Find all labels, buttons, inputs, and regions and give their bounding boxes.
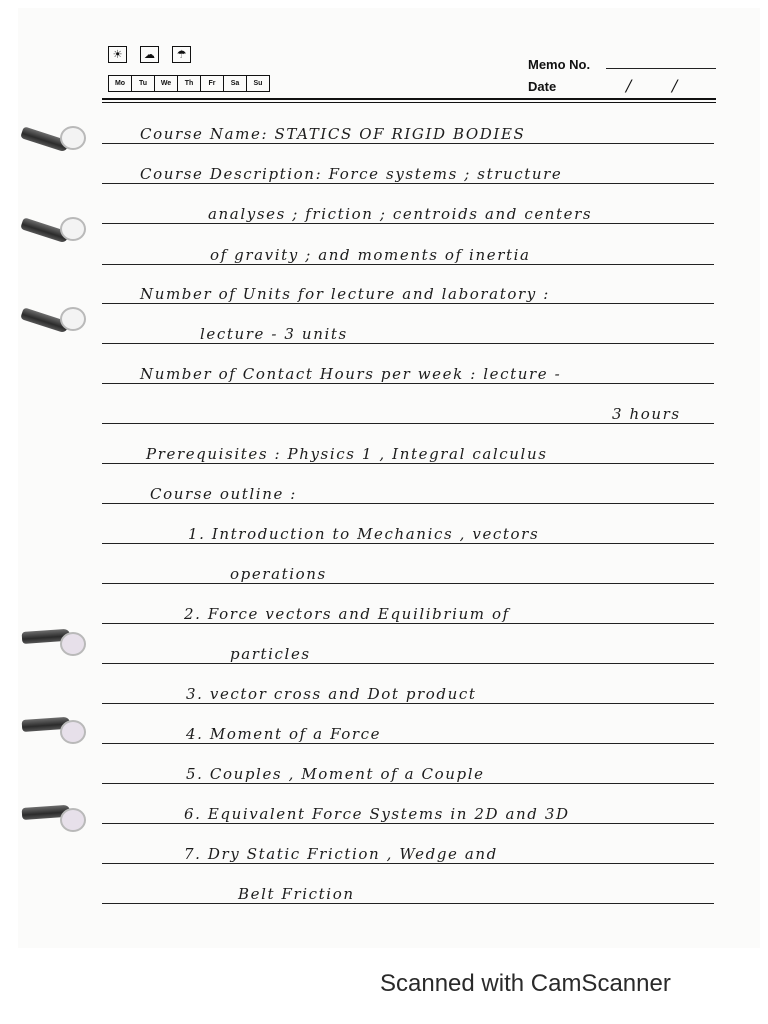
course-name-line: Course Name: STATICS OF RIGID BODIES xyxy=(140,125,526,143)
ruled-line xyxy=(102,343,714,344)
outline-item: operations xyxy=(230,565,327,583)
ruled-line xyxy=(102,143,714,144)
day-box: Mo xyxy=(109,76,132,91)
ruled-line xyxy=(102,743,714,744)
binder-ring xyxy=(22,804,80,826)
ruled-line xyxy=(102,823,714,824)
date-slash: / xyxy=(626,76,632,95)
ruled-line xyxy=(102,623,714,624)
prerequisites-line: Prerequisites : Physics 1 , Integral calculus xyxy=(146,445,548,463)
ruled-line xyxy=(102,663,714,664)
outline-item: 3. vector cross and Dot product xyxy=(186,685,477,703)
ruled-line xyxy=(102,583,714,584)
outline-item: 6. Equivalent Force Systems in 2D and 3D xyxy=(184,805,570,823)
contact-hours-line: Number of Contact Hours per week : lecture - xyxy=(140,365,562,383)
ruled-line xyxy=(102,303,714,304)
day-box: We xyxy=(155,76,178,91)
date-slash: / xyxy=(672,76,678,95)
weather-icons xyxy=(108,46,191,63)
weekday-boxes xyxy=(108,75,270,92)
outline-item: 4. Moment of a Force xyxy=(186,725,382,743)
umbrella-icon: ☂ xyxy=(172,46,191,63)
ruled-line xyxy=(102,503,714,504)
binder-ring xyxy=(22,628,80,650)
course-description-line: of gravity ; and moments of inertia xyxy=(210,246,531,264)
ruled-line xyxy=(102,703,714,704)
ruled-line xyxy=(102,423,714,424)
ruled-line xyxy=(102,463,714,464)
binder-ring xyxy=(22,716,80,738)
ruled-line xyxy=(102,543,714,544)
day-box: Su xyxy=(253,80,263,87)
header-rule xyxy=(102,102,716,103)
memo-line xyxy=(606,68,716,69)
course-description-line: analyses ; friction ; centroids and centers xyxy=(208,205,593,223)
course-description-line: Course Description: Force systems ; structure xyxy=(140,165,563,183)
sun-icon: ☀ xyxy=(108,46,127,63)
scanner-watermark: Scanned with CamScanner xyxy=(380,970,671,997)
outline-item: 2. Force vectors and Equilibrium of xyxy=(184,605,510,623)
outline-item: 7. Dry Static Friction , Wedge and xyxy=(184,845,498,863)
binder-ring xyxy=(22,213,80,235)
ruled-line xyxy=(102,863,714,864)
ruled-line xyxy=(102,783,714,784)
units-line: Number of Units for lecture and laboratory : xyxy=(140,285,550,303)
ruled-line xyxy=(102,264,714,265)
cloud-icon: ☁ xyxy=(140,46,159,63)
ruled-line xyxy=(102,183,714,184)
course-outline-heading: Course outline : xyxy=(150,485,297,503)
day-box: Fr xyxy=(201,76,224,91)
outline-item: particles xyxy=(230,645,311,663)
outline-item: 1. Introduction to Mechanics , vectors xyxy=(188,525,540,543)
ruled-line xyxy=(102,223,714,224)
date-label: Date xyxy=(528,79,557,94)
memo-label: Memo No. xyxy=(528,57,591,72)
binder-ring xyxy=(22,303,80,325)
day-box: Th xyxy=(178,76,201,91)
outline-item: Belt Friction xyxy=(238,885,355,903)
day-box: Sa xyxy=(224,76,247,91)
outline-item: 5. Couples , Moment of a Couple xyxy=(186,765,485,783)
units-line: lecture - 3 units xyxy=(200,325,348,343)
binder-ring xyxy=(22,122,80,144)
day-box: Tu xyxy=(132,76,155,91)
header-rule xyxy=(102,98,716,100)
ruled-line xyxy=(102,903,714,904)
ruled-line xyxy=(102,383,714,384)
contact-hours-line: 3 hours xyxy=(612,405,681,423)
